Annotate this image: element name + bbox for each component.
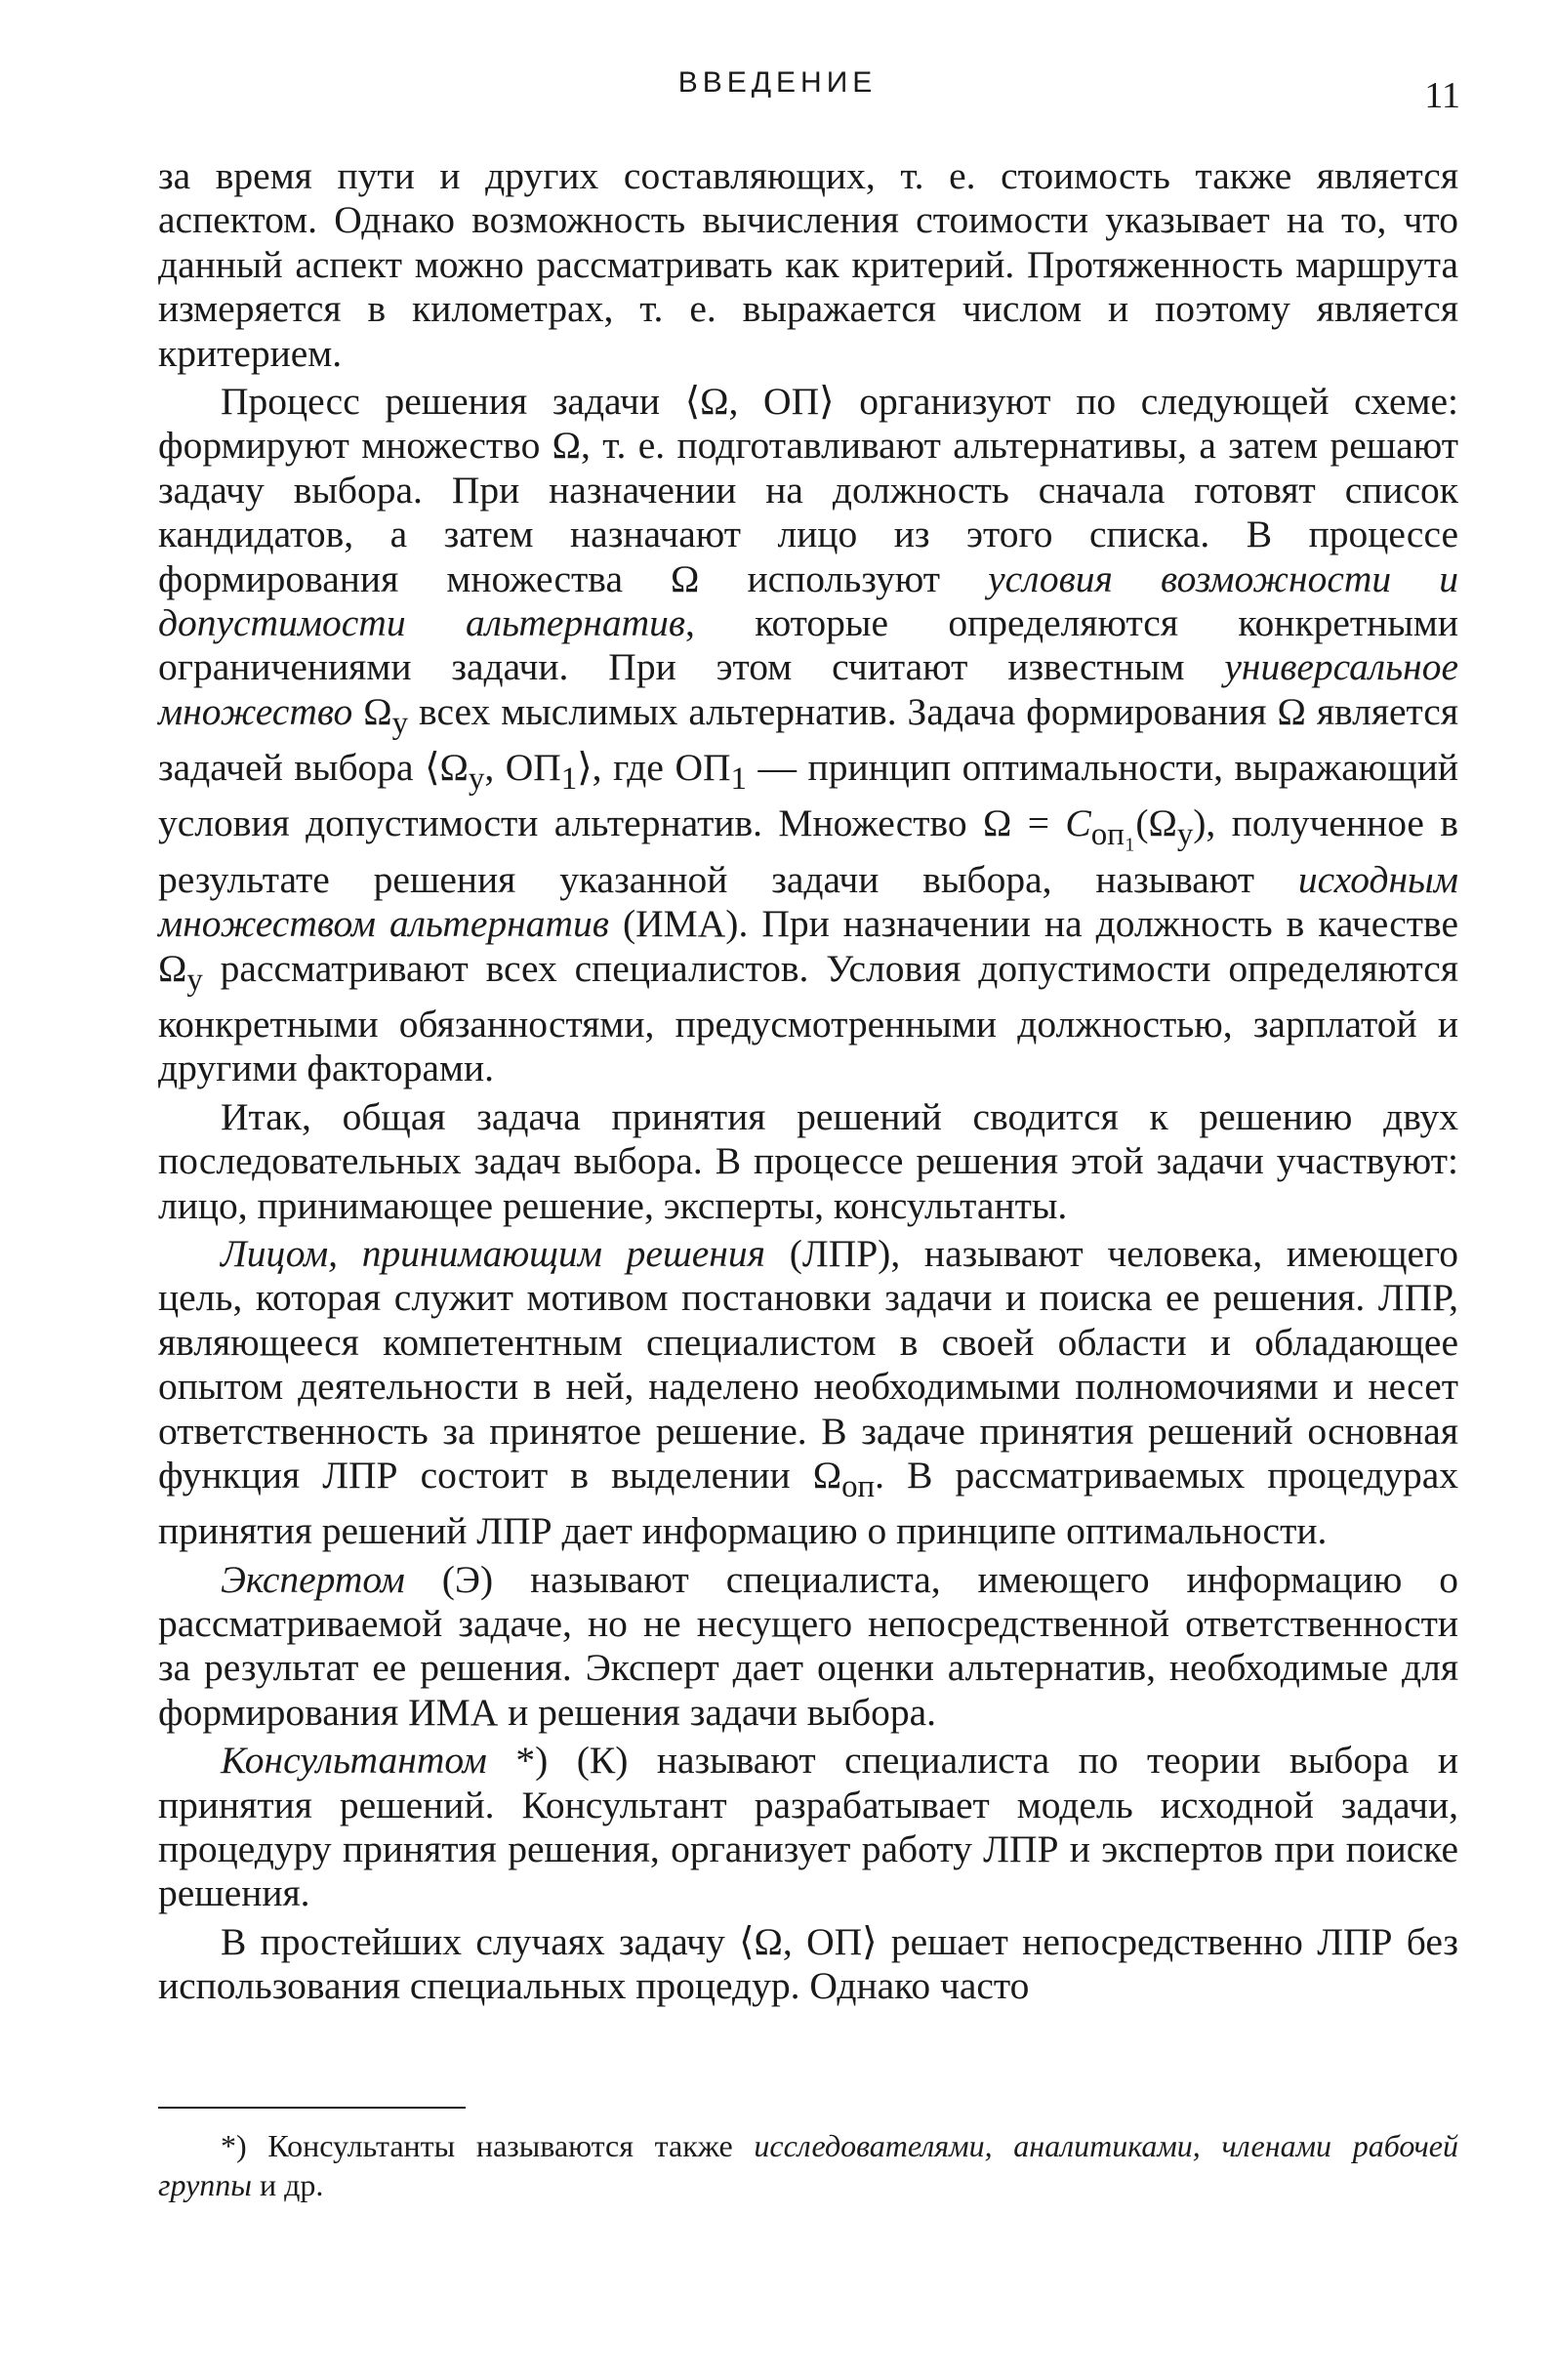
term-conditions: условия возможности и допустимости альтернатив bbox=[158, 556, 1458, 645]
term-initial-set: исходным множеством альтернатив bbox=[158, 857, 1458, 946]
paragraph-1: за время пути и других составляющих, т. е. стоимость также является аспектом. Однако возможность вычисления стоимости указывает на то, что данный аспект можно рассматривать как критерий. Протяженность маршрута измеряется в километрах, т. е. выражается числом и поэтому является критерием. bbox=[158, 154, 1458, 375]
term-decision-maker: Лицом, принимающим решения bbox=[221, 1231, 766, 1275]
footnote: *) Консультанты называются также исследователями, аналитиками, членами рабочей группы и др. bbox=[158, 2128, 1459, 2202]
paragraph-4: Лицом, принимающим решения (ЛПР), называют человека, имеющего цель, которая служит мотивом постановки задачи и поиска ее решения. ЛПР, являющееся компетентным специалистом в своей области и обладающее опытом деятельности в ней, наделено необходимыми полномочиями и несет ответственность за принятое решение. В задаче принятия решений основная функция ЛПР состоит в выделении $\Omega_{оп}$. В рассматриваемых процедурах принятия решений ЛПР дает информацию о принципе оптимальности. bbox=[158, 1231, 1458, 1553]
running-title: ВВЕДЕНИЕ bbox=[677, 66, 878, 99]
page-number: 11 bbox=[1424, 75, 1460, 116]
paragraph-2: Процесс решения задачи ⟨Ω, ОП⟩ организуют по следующей схеме: формируют множество Ω, т. е. подготавливают альтернативы, а затем решают задачу выбора. При назначении на должность сначала готовят список кандидатов, а затем назначают лицо из этого списка. В процессе формирования множества Ω используют условия возможности и допустимости альтернатив, которые определяются конкретными ограничениями задачи. При этом считают известным универсальное множество $\Omega_у$ всех мыслимых альтернатив. Задача формирования Ω является задачей выбора $⟨\Omega_у$, $ОП_1⟩$, где $ОП_1$ — принцип оптимальности, выражающий условия допустимости альтернатив. Множество $\Omega = C_{оп_1}(\Omega_у)$, полученное в результате решения указанной задачи выбора, называют исходным множеством альтернатив (ИМА). При назначении на должность в качестве $\Omega_у$ рассматривают всех специалистов. Условия допустимости определяются конкретными обязанностями, предусмотренными должностью, зарплатой и другими факторами. bbox=[158, 380, 1458, 1090]
footnote-divider bbox=[158, 2107, 466, 2109]
term-expert: Экспертом bbox=[221, 1557, 405, 1601]
term-universal-set: универсальное множество bbox=[158, 645, 1458, 733]
term-consultant: Консультантом bbox=[221, 1739, 487, 1783]
main-text bbox=[158, 154, 1458, 2009]
paragraph-3: Итак, общая задача принятия решений сводится к решению двух последовательных задач выбора. В процессе решения этой задачи участвуют: лицо, принимающее решение, эксперты, консультанты. bbox=[158, 1094, 1458, 1227]
paragraph-5: Экспертом (Э) называют специалиста, имеющего информацию о рассматриваемой задаче, но не несущего непосредственной ответственности за результат ее решения. Эксперт дает оценки альтернатив, необходимые для формирования ИМА и решения задачи выбора. bbox=[158, 1557, 1458, 1734]
footnote-terms: исследователями, аналитиками, членами рабочей группы bbox=[158, 2128, 1459, 2202]
paragraph-7: В простейших случаях задачу ⟨Ω, ОП⟩ решает непосредственно ЛПР без использования специальных процедур. Однако часто bbox=[158, 1919, 1458, 2008]
page-header bbox=[0, 66, 1555, 125]
paragraph-6: Консультантом *) (К) называют специалиста по теории выбора и принятия решений. Консультант разрабатывает модель исходной задачи, процедуру принятия решения, организует работу ЛПР и экспертов при поиске решения. bbox=[158, 1739, 1458, 1915]
